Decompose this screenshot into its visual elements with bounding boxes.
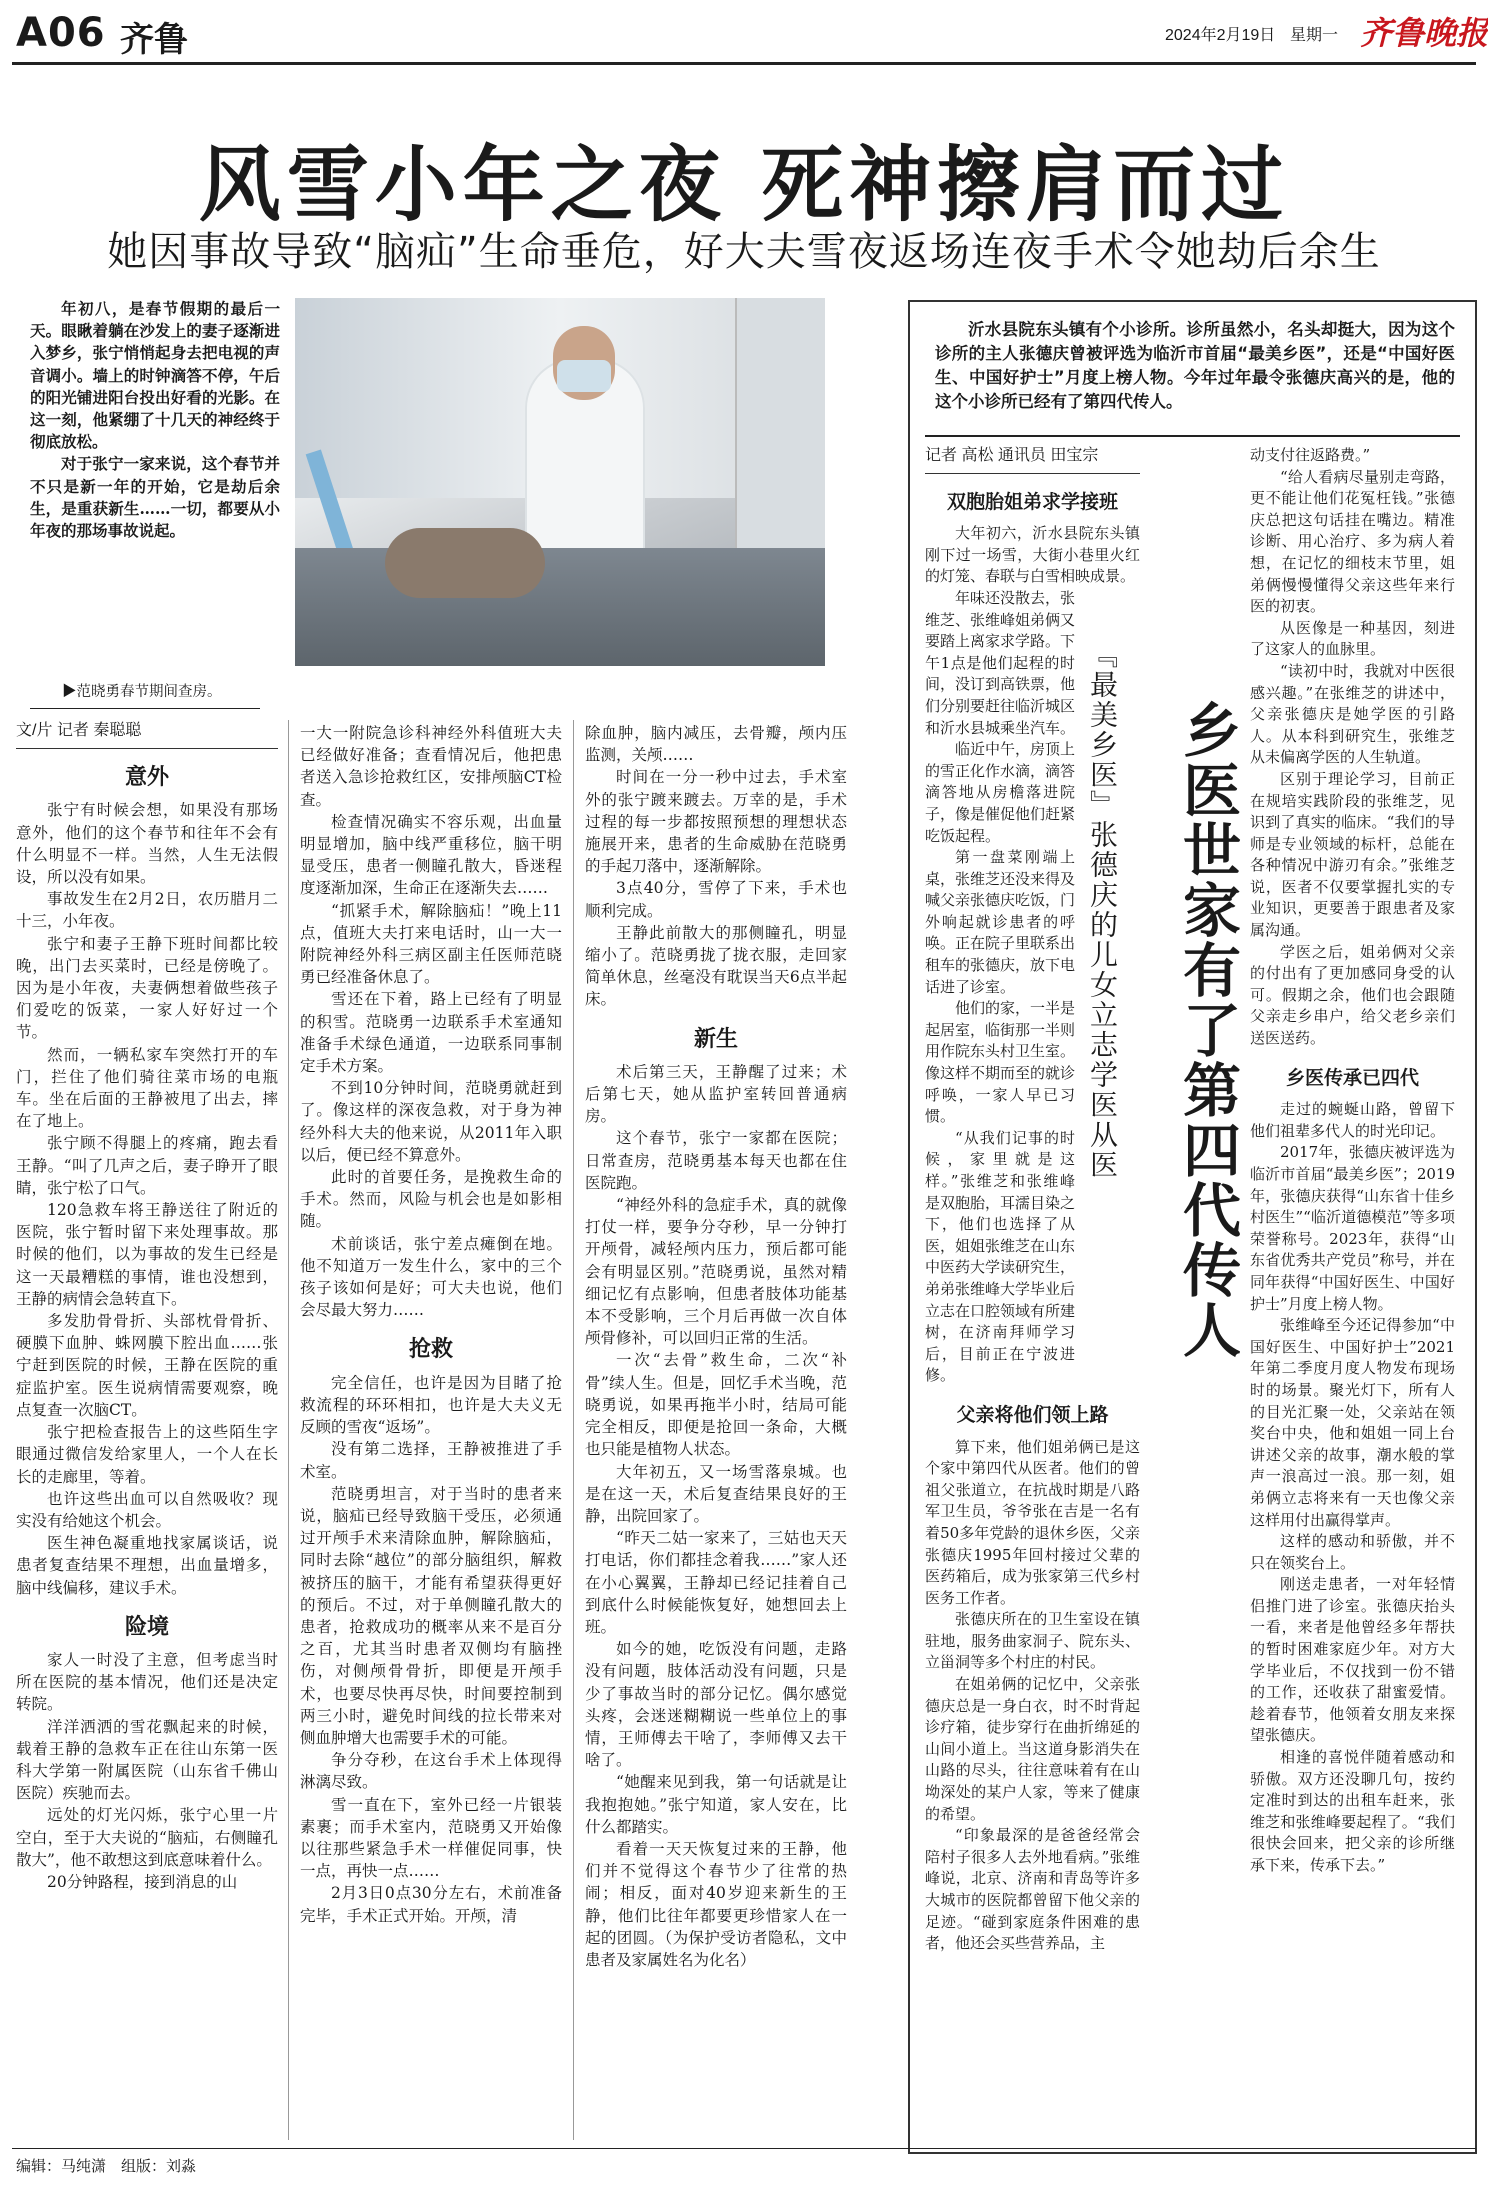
paragraph: 20分钟路程，接到消息的山 — [47, 1872, 238, 1891]
paragraph: 术前谈话，张宁差点瘫倒在地。他不知道万一发生什么，家中的三个孩子该如何是好；可大夫也说，他们会尽最大努力…… — [300, 1234, 562, 1320]
column-divider — [573, 720, 574, 2140]
story2-vertical-headline: 乡医世家有了第四代传人 — [1173, 700, 1241, 1360]
paragraph: 张宁有时候会想，如果没有那场意外，他们的这个春节和往年不会有什么明显不一样。当然，人生无法假设，所以没有如果。 — [16, 801, 278, 887]
intro-paragraph: 沂水县院东头镇有个小诊所。诊所虽然小，名头却挺大，因为这个诊所的主人张德庆曾被评选为临沂市首届“最美乡医”，还是“中国好医生、中国好护士”月度上榜人物。今年过年最令张德庆高兴的是，他的这个小诊所已经有了第四代传人。 — [935, 320, 1455, 411]
story1-column-2 — [300, 722, 562, 2142]
paragraph: “给人看病尽量别走弯路，更不能让他们花冤枉钱。”张德庆总把这句话挂在嘴边。精准诊断、用心治疗、多为病人着想，在记忆的细枝末节里，姐弟俩慢慢懂得父亲这些年来行医的初衷。 — [1250, 467, 1455, 616]
paragraph: 张德庆所在的卫生室设在镇驻地，服务曲家洞子、院东头、立甾洞等多个村庄的村民。 — [925, 1610, 1140, 1672]
paragraph: 雪还在下着，路上已经有了明显的积雪。范晓勇一边联系手术室通知准备手术绿色通道，一边联系同事制定手术方案。 — [300, 990, 562, 1076]
section-heading: 双胞胎姐弟求学接班 — [946, 490, 1118, 513]
story1-column-3 — [585, 722, 847, 2142]
paragraph: 相逢的喜悦伴随着感动和骄傲。双方还没聊几句，按约定准时到达的出租车赶来，张维芝和张维峰要起程了。“我们很快会回来，把父亲的诊所继承下来，传承下去。” — [1250, 1748, 1455, 1874]
paragraph: “读初中时，我就对中医很感兴趣。”在张维芝的讲述中，父亲张德庆是她学医的引路人。从本科到研究生，张维芝从未偏离学医的人生轨道。 — [1250, 661, 1455, 767]
paragraph: “从我们记事的时候，家里就是这样。”张维芝和张维峰是双胞胎，耳濡目染之下，他们也选择了从医，姐姐张维芝在山东中医药大学读研究生，弟弟张维峰大学毕业后立志在口腔领域有所建树，在济南拜师学习后，目前正在宁波进修。 — [925, 1128, 1076, 1385]
subheadline: 她因事故导致“脑疝”生命垂危，好大夫雪夜返场连夜手术令她劫后余生 — [107, 229, 1381, 275]
paragraph: 算下来，他们姐弟俩已是这个家中第四代从医者。他们的曾祖父张道立，在抗战时期是八路军卫生员，爷爷张在吉是一名有着50多年党龄的退休乡医，父亲张德庆1995年回村接过父辈的医药箱后，成为张家第三代乡村医务工作者。 — [925, 1437, 1140, 1607]
paragraph: 2月3日0点30分左右，术前准备完毕，手术正式开始。开颅，清 — [300, 1884, 562, 1925]
paragraph: “昨天二姑一家来了，三姑也天天打电话，你们都挂念着我……”家人还在小心翼翼，王静却已经记挂着自己到底什么时候能恢复好，她想回去上班。 — [585, 1529, 847, 1636]
story-lead — [30, 298, 280, 638]
story2-vertical-subtitle: 『最美乡医』张德庆的儿女立志学医从医 — [1086, 640, 1119, 1180]
story2-byline: 记者 高松 通讯员 田宝宗 — [925, 445, 1140, 474]
paragraph: 大年初六，沂水县院东头镇刚下过一场雪，大街小巷里火红的灯笼、春联与白雪相映成景。 — [925, 524, 1140, 586]
paragraph: 远处的灯光闪烁，张宁心里一片空白，至于大夫说的“脑疝，右侧瞳孔散大”，他不敢想这到底意味着什么。 — [16, 1806, 278, 1869]
paragraph: “神经外科的急症手术，真的就像打仗一样，要争分夺秒，早一分钟打开颅骨，减轻颅内压力，预后都可能会有明显区别。”范晓勇说，虽然对精细记忆有点影响，但患者肢体功能基本不受影响，三个月后再做一次自体颅骨修补，可以回归正常的生活。 — [585, 1196, 847, 1348]
paragraph: 动支付往返路费。” — [1250, 446, 1371, 464]
paragraph: 范晓勇坦言，对于当时的患者来说，脑疝已经导致脑干受压，必须通过开颅手术来清除血肿，解除脑疝，同时去除“越位”的部分脑组织，解救被挤压的脑干，才能有希望获得更好的预后。不过，对于单侧瞳孔散大的患者，抢救成功的概率从来不是百分之百，尤其当时患者双侧均有脑挫伤，对侧颅骨骨折，即便是开颅手术，也要尽快再尽快，时间要控制到两三小时，避免时间线的拉长带来对侧血肿增大也需要手术的可能。 — [300, 1484, 562, 1747]
paragraph: 完全信任，也许是因为目睹了抢救流程的环环相扣，也许是大夫义无反顾的雪夜“返场”。 — [300, 1373, 562, 1437]
paragraph: 也许这些出血可以自然吸收？现实没有给她这个机会。 — [16, 1489, 278, 1530]
paragraph: 刚送走患者，一对年轻情侣推门进了诊室。张德庆抬头一看，来者是他曾经多年帮扶的暂时困难家庭少年。对方大学毕业后，不仅找到一份不错的工作，还收获了甜蜜爱情。趁着春节，他领着女朋友来探望张德庆。 — [1250, 1575, 1455, 1745]
section-heading: 新生 — [693, 1026, 738, 1052]
paragraph: 争分夺秒，在这台手术上体现得淋漓尽致。 — [300, 1751, 562, 1792]
paragraph: 检查情况确实不容乐观，出血量明显增加，脑中线严重移位，脑干明显受压，患者一侧瞳孔散大，昏迷程度逐渐加深，生命正在逐渐失去…… — [300, 812, 562, 898]
headline: 风雪小年之夜 死神擦肩而过 — [198, 138, 1290, 233]
page-number: A06 — [16, 10, 106, 56]
paragraph: 这样的感动和骄傲，并不只在领奖台上。 — [1250, 1532, 1455, 1572]
section-name: 齐鲁 — [120, 20, 188, 60]
paragraph: 看着一天天恢复过来的王静，他们并不觉得这个春节少了往常的热闹；相反，面对40岁迎来新生的王静，他们比往年都要更珍惜家人在一起的团圆。（为保护受访者隐私，文中患者及家属姓名为化名） — [585, 1839, 847, 1969]
paragraph: 在姐弟俩的记忆中，父亲张德庆总是一身白衣，时不时背起诊疗箱，徒步穿行在曲折绵延的山间小道上。当这道身影消失在山路的尽头，往往意味着有在山坳深处的某户人家，等来了健康的希望。 — [925, 1675, 1140, 1823]
story1-column-1 — [16, 720, 278, 2140]
paragraph: 张宁把检查报告上的这些陌生字眼通过微信发给家里人，一个人在长长的走廊里，等着。 — [16, 1423, 278, 1486]
intro-rule — [925, 435, 1460, 437]
photo-caption: ▶范晓勇春节期间查房。 — [62, 684, 222, 700]
section-heading: 抢救 — [408, 1337, 453, 1363]
section-heading: 乡医传承已四代 — [1285, 1066, 1419, 1089]
footer-rule — [12, 2148, 1476, 2149]
paragraph: 洋洋洒洒的雪花飘起来的时候，载着王静的急救车正在往山东第一医科大学第一附属医院（山东省千佛山医院）疾驰而去。 — [16, 1717, 278, 1803]
issue-date: 2024年2月19日 — [1165, 27, 1276, 44]
paragraph: “抓紧手术，解除脑疝！”晚上11点，值班大夫打来电话时，山一大一附院神经外科三病区副主任医师范晓勇已经准备休息了。 — [300, 901, 562, 987]
lead-paragraph: 年初八，是春节假期的最后一天。眼瞅着躺在沙发上的妻子逐渐进入梦乡，张宁悄悄起身去把电视的声音调小。墙上的时钟滴答不停，午后的阳光铺进阳台投出好看的光影。在这一刻，他紧绷了十几天的神经终于彻底放松。 — [30, 299, 280, 452]
paragraph: 区别于理论学习，目前正在规培实践阶段的张维芝，见识到了真实的临床。“我们的导师是专业领域的标杆，总能在各种情况中游刃有余。”张维芝说，医者不仅要掌握扎实的专业知识，更要善于跟患者及家属沟通。 — [1250, 769, 1455, 940]
paragraph: 如今的她，吃饭没有问题，走路没有问题，肢体活动没有问题，只是少了事故当时的部分记忆。偶尔感觉头疼，会迷迷糊糊说一些单位上的事情，王师傅去干啥了，李师傅又去干啥了。 — [585, 1640, 847, 1770]
paragraph: 一大一附院急诊科神经外科值班大夫已经做好准备；查看情况后，他把患者送入急诊抢救红区，安排颅脑CT检查。 — [300, 724, 562, 809]
paragraph: 时间在一分一秒中过去，手术室外的张宁踱来踱去。万幸的是，手术过程的每一步都按照预想的理想状态施展开来，患者的生命威胁在范晓勇的手起刀落中，逐渐解除。 — [585, 768, 847, 876]
paragraph: 张宁和妻子王静下班时间都比较晚，出门去买菜时，已经是傍晚了。因为是小年夜，夫妻俩想着做些孩子们爱吃的饭菜，一家人好好过一个节。 — [16, 934, 278, 1042]
paragraph: 事故发生在2月2日，农历腊月二十三，小年夜。 — [16, 890, 278, 931]
section-heading: 父亲将他们领上路 — [956, 1403, 1109, 1426]
paragraph: 走过的蜿蜒山路，曾留下他们祖辈多代人的时光印记。 — [1250, 1100, 1455, 1140]
weekday: 星期一 — [1290, 27, 1339, 44]
paragraph: 多发肋骨骨折、头部枕骨骨折、硬膜下血肿、蛛网膜下腔出血……张宁赶到医院的时候，王静在医院的重症监护室。医生说病情需要观察，晚点复查一次脑CT。 — [16, 1312, 278, 1419]
paragraph: 王静此前散大的那侧瞳孔，明显缩小了。范晓勇拢了拢衣服，走回家简单休息，丝毫没有耽误当天6点半起床。 — [585, 923, 847, 1009]
paragraph: 雪一直在下，室外已经一片银装素裹；而手术室内，范晓勇又开始像以往那些紧急手术一样催促同事，快一点，再快一点…… — [300, 1795, 562, 1881]
story2-column-2 — [1250, 445, 1455, 2140]
section-heading: 险境 — [124, 1614, 169, 1640]
paragraph: 临近中午，房顶上的雪正化作水滴，滴答滴答地从房檐落进院子，像是催促他们赶紧吃饭起程。 — [925, 740, 1076, 845]
paragraph: 第一盘菜刚端上桌，张维芝还没来得及喊父亲张德庆吃饭，门外响起就诊患者的呼唤。正在院子里联系出租车的张德庆，放下电话进了诊室。 — [925, 848, 1076, 996]
paragraph: 家人一时没了主意，但考虑当时所在医院的基本情况，他们还是决定转院。 — [16, 1650, 278, 1714]
paragraph: 不到10分钟时间，范晓勇就赶到了。像这样的深夜急救，对于身为神经外科大夫的他来说，从2011年入职以后，便已经不算意外。 — [300, 1079, 562, 1164]
paragraph: 一次“去骨”救生命，二次“补骨”续人生。但是，回忆手术当晚，范晓勇说，如果再拖半小时，结局可能完全相反，即便是抢回一条命，大概也只能是植物人状态。 — [585, 1351, 847, 1459]
story2-intro — [935, 318, 1455, 414]
paragraph: 此时的首要任务，是挽救生命的手术。然而，风险与机会也是如影相随。 — [300, 1168, 562, 1231]
header-rule — [12, 62, 1476, 65]
newspaper-logo: 齐鲁晚报 — [1360, 14, 1488, 52]
paragraph: 然而，一辆私家车突然打开的车门，拦住了他们骑往菜市场的电瓶车。坐在后面的王静被甩了出去，摔在了地上。 — [16, 1045, 278, 1131]
caption-rule — [30, 708, 260, 709]
paragraph: 医生神色凝重地找家属谈话，说患者复查结果不理想，出血量增多，脑中线偏移，建议手术。 — [16, 1534, 278, 1597]
paragraph: 年味还没散去，张维芝、张维峰姐弟俩又要踏上离家求学路。下午1点是他们起程的时间，没订到高铁票，他们分别要赶往临沂城区和沂水县城乘坐汽车。 — [925, 588, 1076, 737]
paragraph: 120急救车将王静送往了附近的医院，张宁暂时留下来处理事故。那时候的他们，以为事故的发生已经是这一天最糟糕的事情，谁也没想到，王静的病情会急转直下。 — [16, 1201, 278, 1308]
paragraph: 2017年，张德庆被评选为临沂市首届“最美乡医”；2019年，张德庆获得“山东省十佳乡村医生”“临沂道德模范”等多项荣誉称号。2023年，获得“山东省优秀共产党员”称号，并在同年获得“中国好医生、中国好护士”月度上榜人物。 — [1250, 1143, 1455, 1313]
lead-paragraph: 对于张宁一家来说，这个春节并不只是新一年的开始，它是劫后余生，是重获新生……一切，都要从小年夜的那场事故说起。 — [30, 454, 280, 541]
paragraph: 除血肿，脑内减压，去骨瓣，颅内压监测，关颅…… — [585, 724, 847, 765]
paragraph: 3点40分，雪停了下来，手术也顺利完成。 — [585, 879, 847, 920]
section-heading: 意外 — [124, 765, 169, 791]
doctor-ward-photo — [295, 298, 825, 666]
paragraph: 他们的家，一半是起居室，临街那一半则用作院东头村卫生室。像这样不期而至的就诊呼唤，一家人早已习惯。 — [925, 999, 1076, 1126]
footer-credits: 编辑：马纯潇 组版：刘淼 — [16, 2158, 197, 2175]
paragraph: 张宁顾不得腿上的疼痛，跑去看王静。“叫了几声之后，妻子睁开了眼睛，张宁松了口气。 — [16, 1134, 278, 1197]
paragraph: 张维峰至今还记得参加“中国好医生、中国好护士”2021年第二季度月度人物发布现场时的场景。聚光灯下，所有人的目光汇聚一处，父亲站在领奖台中央，他和姐姐一同上台讲述父亲的故事，潮水般的掌声一浪高过一浪。那一刻，姐弟俩立志将来有一天也像父亲这样用付出赢得掌声。 — [1250, 1316, 1455, 1529]
paragraph: 这个春节，张宁一家都在医院；日常查房，范晓勇基本每天也都在住医院跑。 — [585, 1129, 847, 1192]
story1-byline: 文/片 记者 秦聪聪 — [16, 720, 278, 749]
paragraph: “印象最深的是爸爸经常会陪村子很多人去外地看病。”张维峰说，北京、济南和青岛等许多大城市的医院都曾留下他父亲的足迹。“碰到家庭条件困难的患者，他还会买些营养品，主 — [925, 1826, 1140, 1953]
paragraph: 没有第二选择，王静被推进了手术室。 — [300, 1440, 562, 1481]
column-divider — [288, 720, 289, 2140]
paragraph: “她醒来见到我，第一句话就是让我抱抱她。”张宁知道，家人安在，比什么都踏实。 — [585, 1773, 847, 1836]
paragraph: 术后第三天，王静醒了过来；术后第七天，她从监护室转回普通病房。 — [585, 1062, 847, 1126]
paragraph: 学医之后，姐弟俩对父亲的付出有了更加感同身受的认可。假期之余，他们也会跟随父亲走乡串户，给父老乡亲们送医送药。 — [1250, 942, 1455, 1048]
paragraph: 从医像是一种基因，刻进了这家人的血脉里。 — [1250, 618, 1455, 659]
paragraph: 大年初五，又一场雪落泉城。也是在这一天，术后复查结果良好的王静，出院回家了。 — [585, 1462, 847, 1525]
